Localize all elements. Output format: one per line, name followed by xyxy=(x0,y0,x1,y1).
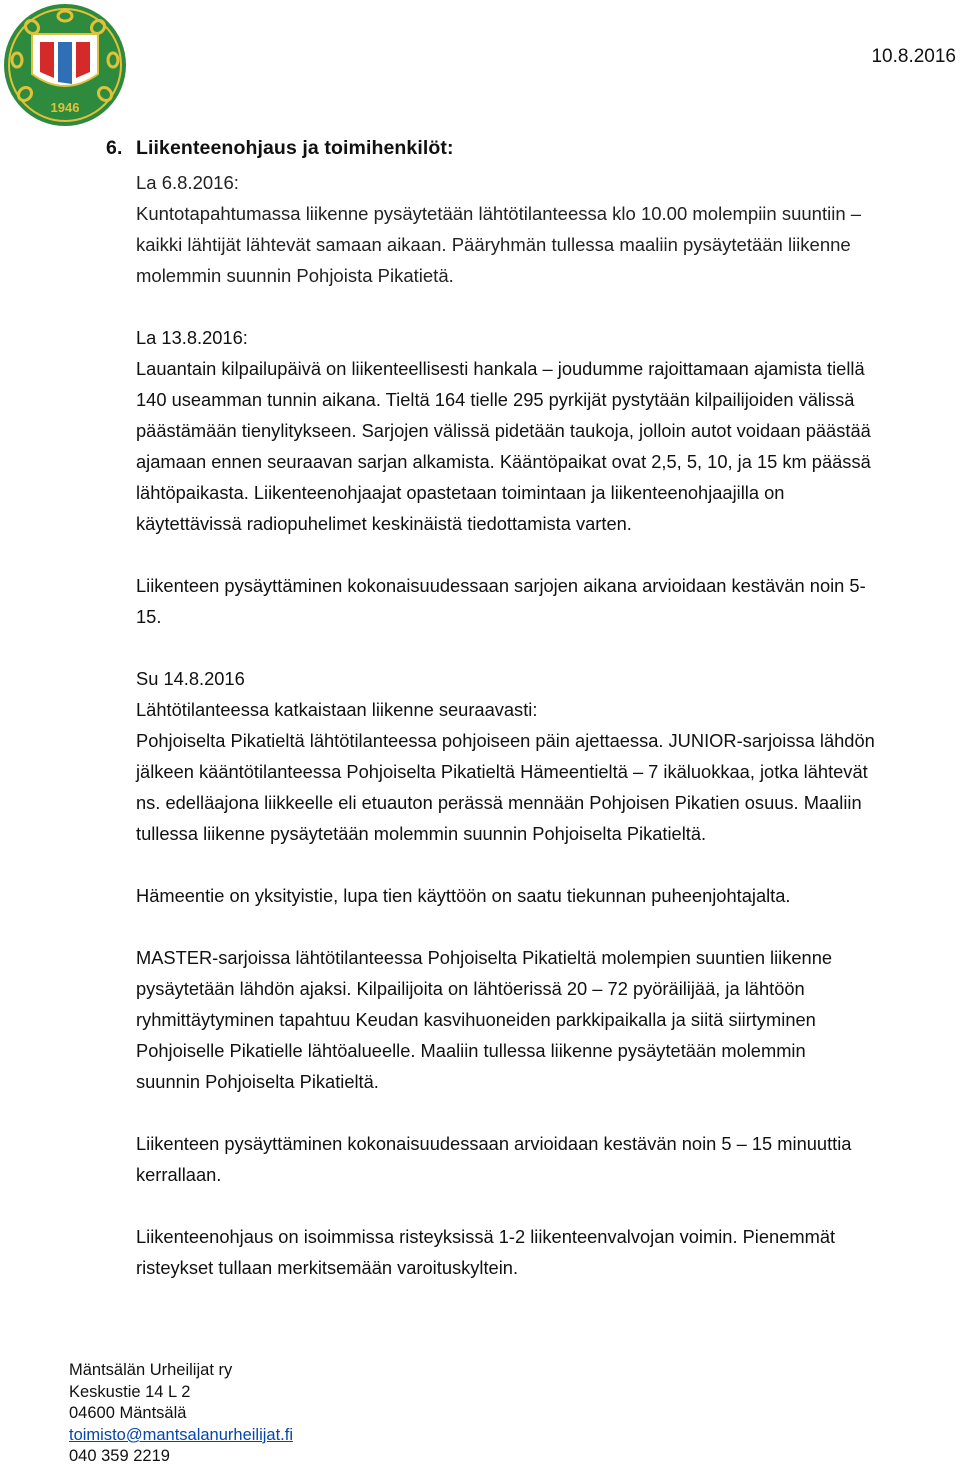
block-traffic-controllers xyxy=(136,1221,956,1283)
document-body xyxy=(136,167,956,1283)
document-date: 10.8.2016 xyxy=(871,46,956,67)
body-line: kaikki lähtijät lähtevät samaan aikaan. Pääryhmän tullessa maaliin pysäytetään liikenne xyxy=(136,234,851,255)
footer-postal-address: 04600 Mäntsälä xyxy=(69,1404,187,1423)
body-line: ryhmittäytyminen tapahtuu Keudan kasvihuoneiden parkkipaikalla ja siitä siirtyminen xyxy=(136,1009,816,1030)
block-stop-duration-saturday xyxy=(136,570,956,632)
block-sunday-14-8 xyxy=(136,663,956,849)
block-stop-duration-sunday xyxy=(136,1128,956,1190)
block-saturday-13-8 xyxy=(136,322,956,539)
body-line: MASTER-sarjoissa lähtötilanteessa Pohjoiselta Pikatieltä molempien suuntien liikenne xyxy=(136,947,833,968)
body-line: 15. xyxy=(136,606,162,627)
block-master-series xyxy=(136,942,956,1097)
section-heading xyxy=(106,137,454,160)
body-line: Liikenteen pysäyttäminen kokonaisuudessaan arvioidaan kestävän noin 5 – 15 minuuttia xyxy=(136,1133,852,1154)
date-heading: La 6.8.2016: xyxy=(136,172,239,193)
block-saturday-6-8 xyxy=(136,167,956,291)
section-title: Liikenteenohjaus ja toimihenkilöt: xyxy=(136,137,454,159)
body-line: pysäytetään lähdön ajaksi. Kilpailijoita on lähtöerissä 20 – 72 pyöräilijää, ja lähtöön xyxy=(136,978,805,999)
body-line: molemmin suunnin Pohjoista Pikatietä. xyxy=(136,265,454,286)
date-heading: Su 14.8.2016 xyxy=(136,668,245,689)
body-line: päästämään tienylitykseen. Sarjojen välissä pidetään taukoja, jolloin autot voidaan päästää xyxy=(136,420,871,441)
body-line: jälkeen kääntötilanteessa Pohjoiselta Pikatieltä Hämeentieltä – 7 ikäluokkaa, jotka lähtevät xyxy=(136,761,868,782)
date-heading: La 13.8.2016: xyxy=(136,327,248,348)
body-line: ajamaan ennen seuraavan sarjan alkamista. Kääntöpaikat ovat 2,5, 5, 10, ja 15 km päässä xyxy=(136,451,871,472)
body-line: 140 useamman tunnin aikana. Tieltä 164 tielle 295 pyrkijät pystytään kilpailijoiden välissä xyxy=(136,389,855,410)
footer-email-link[interactable]: toimisto@mantsalanurheilijat.fi xyxy=(69,1425,294,1444)
body-line: Hämeentie on yksityistie, lupa tien käyttöön on saatu tiekunnan puheenjohtajalta. xyxy=(136,885,791,906)
body-line: ns. edelläajona liikkeelle eli etuauton perässä mennään Pohjoisen Pikatien osuus. Maaliin xyxy=(136,792,862,813)
section-number: 6. xyxy=(106,137,123,159)
body-line: suunnin Pohjoiselta Pikatieltä. xyxy=(136,1071,379,1092)
club-emblem-logo xyxy=(2,2,128,128)
body-line: Liikenteenohjaus on isoimmissa risteyksissä 1-2 liikenteenvalvojan voimin. Pienemmät xyxy=(136,1226,836,1247)
body-line: Lähtötilanteessa katkaistaan liikenne seuraavasti: xyxy=(136,699,538,720)
body-line: lähtöpaikasta. Liikenteenohjaajat opastetaan toimintaan ja liikenteenohjaajilla on xyxy=(136,482,785,503)
footer-contact xyxy=(69,1360,293,1468)
footer-org-name: Mäntsälän Urheilijat ry xyxy=(69,1361,233,1379)
body-line: kerrallaan. xyxy=(136,1164,222,1185)
body-line: käytettävissä radiopuhelimet keskinäistä tiedottamista varten. xyxy=(136,513,632,534)
body-line: Pohjoiselta Pikatieltä lähtötilanteessa pohjoiseen päin ajettaessa. JUNIOR-sarjoissa lähdön xyxy=(136,730,875,751)
block-private-road xyxy=(136,880,956,911)
body-line: Pohjoiselle Pikatielle lähtöalueelle. Maaliin tullessa liikenne pysäytetään molemmin xyxy=(136,1040,806,1061)
body-line: Liikenteen pysäyttäminen kokonaisuudessaan sarjojen aikana arvioidaan kestävän noin 5- xyxy=(136,575,866,596)
body-line: risteykset tullaan merkitsemään varoituskyltein. xyxy=(136,1257,519,1278)
body-line: tullessa liikenne pysäytetään molemmin suunnin Pohjoiselta Pikatieltä. xyxy=(136,823,707,844)
footer-street-address: Keskustie 14 L 2 xyxy=(69,1382,191,1401)
body-line: Kuntotapahtumassa liikenne pysäytetään lähtötilanteessa klo 10.00 molempiin suuntiin – xyxy=(136,203,862,224)
body-line: Lauantain kilpailupäivä on liikenteellisesti hankala – joudumme rajoittamaan ajamista tiellä xyxy=(136,358,865,379)
footer-phone: 040 359 2219 xyxy=(69,1447,170,1466)
logo-year-text: 1946 xyxy=(50,100,80,115)
